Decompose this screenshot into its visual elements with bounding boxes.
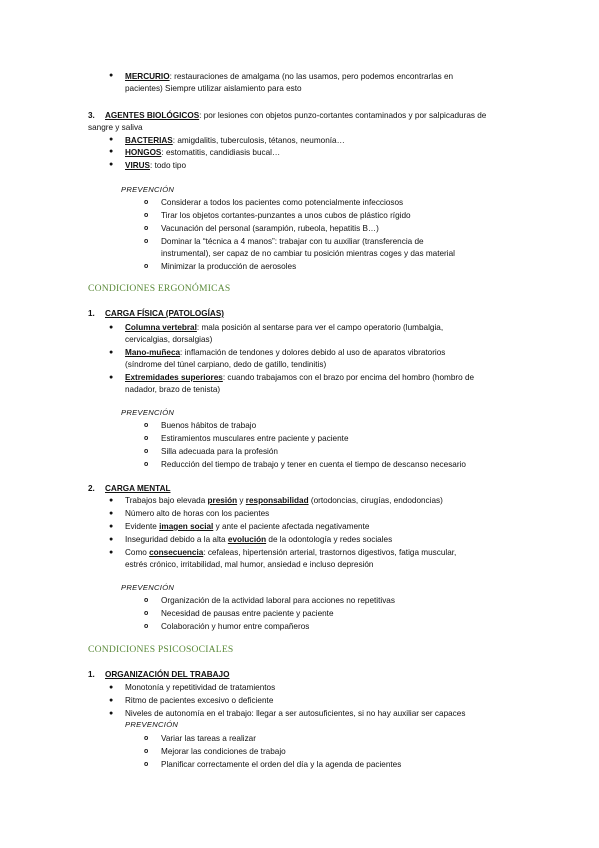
- bacterias-text: : amigdalitis, tuberculosis, tétanos, neumonía…: [172, 136, 345, 145]
- prevention-item: Minimizar la producción de aerosoles: [161, 262, 297, 271]
- carga-fisica-title: CARGA FÍSICA (PATOLOGÍAS): [105, 309, 225, 318]
- circle-bullet-icon: o: [144, 199, 149, 206]
- hongos-text: : estomatitis, candidiasis bucal…: [161, 148, 281, 157]
- text-part: (ortodoncias, cirugías, endodoncias): [308, 496, 443, 505]
- prevention-item: Variar las tareas a realizar: [161, 734, 256, 743]
- bullet-icon: ●: [109, 148, 114, 155]
- consecuencia-term: consecuencia: [149, 548, 204, 557]
- prevention-item: Reducción del tiempo de trabajo y tener en cuenta el tiempo de descanso necesario: [161, 460, 466, 469]
- extremidades-line-2: nadador, brazo de tenista): [125, 385, 221, 394]
- carga-mental-item: [125, 495, 443, 506]
- carga-mental-item: [125, 547, 456, 558]
- mano-text: : inflamación de tendones y dolores debido al uso de aparatos vibratorios: [180, 348, 446, 357]
- virus-text: : todo tipo: [150, 161, 186, 170]
- carga-mental-item: [125, 521, 369, 532]
- carga-mental-item-cont: estrés crónico, irritabilidad, mal humor, ansiedad e incluso depresión: [125, 560, 374, 569]
- carga-mental-item: Número alto de horas con los pacientes: [125, 509, 270, 518]
- prevention-item: Dominar la “técnica a 4 manos”: trabajar con tu auxiliar (transferencia de: [161, 237, 424, 246]
- circle-bullet-icon: o: [144, 263, 149, 270]
- section-number: 1.: [88, 670, 95, 679]
- extremidades-text: : cuando trabajamos con el brazo por encima del hombro (hombro de: [222, 373, 475, 382]
- circle-bullet-icon: o: [144, 448, 149, 455]
- bullet-icon: ●: [109, 497, 114, 504]
- columna-line-2: cervicalgias, dorsalgias): [125, 335, 213, 344]
- carga-mental-item: [125, 534, 392, 545]
- mercurio-line-1: [125, 71, 453, 82]
- extremidades-term: Extremidades superiores: [125, 373, 223, 382]
- text-part: de la odontología y redes sociales: [266, 535, 393, 544]
- prevention-item: Colaboración y humor entre compañeros: [161, 622, 310, 631]
- circle-bullet-icon: o: [144, 238, 149, 245]
- prevention-item: Necesidad de pausas entre paciente y paciente: [161, 609, 334, 618]
- agentes-line-2: sangre y saliva: [88, 123, 143, 132]
- circle-bullet-icon: o: [144, 435, 149, 442]
- circle-bullet-icon: o: [144, 422, 149, 429]
- prevention-item: Silla adecuada para la profesión: [161, 447, 278, 456]
- carga-mental-title: CARGA MENTAL: [105, 484, 171, 493]
- bacterias-term: BACTERIAS: [125, 136, 173, 145]
- agentes-line-1: [105, 110, 486, 121]
- prevention-item: Buenos hábitos de trabajo: [161, 421, 257, 430]
- bullet-icon: ●: [109, 136, 114, 143]
- organizacion-item: Niveles de autonomía en el trabajo: llegar a ser autosuficientes, si no hay auxiliar ser capaces: [125, 709, 466, 718]
- circle-bullet-icon: o: [144, 748, 149, 755]
- prevention-item: Estiramientos musculares entre paciente y paciente: [161, 434, 349, 443]
- bullet-icon: ●: [109, 324, 114, 331]
- virus-item: [125, 160, 186, 171]
- prevention-item: Organización de la actividad laboral para acciones no repetitivas: [161, 596, 395, 605]
- bullet-icon: ●: [109, 710, 114, 717]
- mercurio-text: : restauraciones de amalgama (no las usamos, pero podemos encontrarlas en: [169, 72, 454, 81]
- mercurio-line-2: pacientes) Siempre utilizar aislamiento para esto: [125, 84, 302, 93]
- prevention-item: Mejorar las condiciones de trabajo: [161, 747, 286, 756]
- agentes-text: : por lesiones con objetos punzo-cortantes contaminados y por salpicaduras de: [199, 111, 487, 120]
- organizacion-title: ORGANIZACIÓN DEL TRABAJO: [105, 670, 230, 679]
- bullet-icon: ●: [109, 374, 114, 381]
- bullet-icon: ●: [109, 549, 114, 556]
- columna-text: : mala posición al sentarse para ver el campo operatorio (lumbalgia,: [196, 323, 444, 332]
- circle-bullet-icon: o: [144, 212, 149, 219]
- text-part: y: [237, 496, 246, 505]
- circle-bullet-icon: o: [144, 225, 149, 232]
- text-part: Inseguridad debido a la alta: [125, 535, 228, 544]
- text-part: Como: [125, 548, 150, 557]
- circle-bullet-icon: o: [144, 761, 149, 768]
- agentes-term: AGENTES BIOLÓGICOS: [105, 111, 200, 120]
- circle-bullet-icon: o: [144, 610, 149, 617]
- organizacion-item: Ritmo de pacientes excesivo o deficiente: [125, 696, 274, 705]
- section-number: 3.: [88, 111, 95, 120]
- bullet-icon: ●: [109, 349, 114, 356]
- text-part: y ante el paciente afectada negativamente: [213, 522, 370, 531]
- bacterias-item: [125, 135, 345, 146]
- prevencion-label: PREVENCIÓN: [121, 185, 175, 194]
- mano-line-1: [125, 347, 445, 358]
- presion-term: presión: [207, 496, 238, 505]
- prevention-item: Considerar a todos los pacientes como potencialmente infecciosos: [161, 198, 404, 207]
- prevention-item: Planificar correctamente el orden del día y la agenda de pacientes: [161, 760, 402, 769]
- circle-bullet-icon: o: [144, 735, 149, 742]
- organizacion-item: Monotonía y repetitividad de tratamientos: [125, 683, 276, 692]
- bullet-icon: ●: [109, 697, 114, 704]
- mercurio-term: MERCURIO: [125, 72, 170, 81]
- responsabilidad-term: responsabilidad: [245, 496, 309, 505]
- prevention-item-cont: instrumental), ser capaz de no cambiar tu posición mientras coges y das material: [161, 249, 455, 258]
- evolucion-term: evolución: [227, 535, 267, 544]
- bullet-icon: ●: [109, 536, 114, 543]
- section-heading-psicosociales: CONDICIONES PSICOSOCIALES: [88, 644, 234, 655]
- prevention-item: Tirar los objetos cortantes-punzantes a unos cubos de plástico rígido: [161, 211, 411, 220]
- columna-line-1: [125, 322, 443, 333]
- section-number: 2.: [88, 484, 95, 493]
- prevention-item: Vacunación del personal (sarampión, rubeola, hepatitis B…): [161, 224, 379, 233]
- hongos-term: HONGOS: [125, 148, 162, 157]
- section-heading-ergonomicas: CONDICIONES ERGONÓMICAS: [88, 283, 231, 294]
- circle-bullet-icon: o: [144, 461, 149, 468]
- hongos-item: [125, 147, 280, 158]
- prevencion-label: PREVENCIÓN: [125, 720, 179, 729]
- text-part: : cefaleas, hipertensión arterial, trastornos digestivos, fatiga muscular,: [203, 548, 457, 557]
- extremidades-line-1: [125, 372, 474, 383]
- bullet-icon: ●: [109, 684, 114, 691]
- text-part: Evidente: [125, 522, 160, 531]
- text-part: Trabajos bajo elevada: [125, 496, 208, 505]
- prevencion-label: PREVENCIÓN: [121, 583, 175, 592]
- mano-term: Mano-muñeca: [125, 348, 181, 357]
- mano-line-2: (síndrome del túnel carpiano, dedo de gatillo, tendinitis): [125, 360, 327, 369]
- columna-term: Columna vertebral: [125, 323, 197, 332]
- virus-term: VIRUS: [125, 161, 151, 170]
- section-number: 1.: [88, 309, 95, 318]
- imagen-social-term: imagen social: [159, 522, 214, 531]
- prevencion-label: PREVENCIÓN: [121, 408, 175, 417]
- bullet-icon: ●: [109, 161, 114, 168]
- bullet-icon: ●: [109, 523, 114, 530]
- bullet-icon: ●: [109, 72, 114, 79]
- bullet-icon: ●: [109, 510, 114, 517]
- circle-bullet-icon: o: [144, 597, 149, 604]
- circle-bullet-icon: o: [144, 623, 149, 630]
